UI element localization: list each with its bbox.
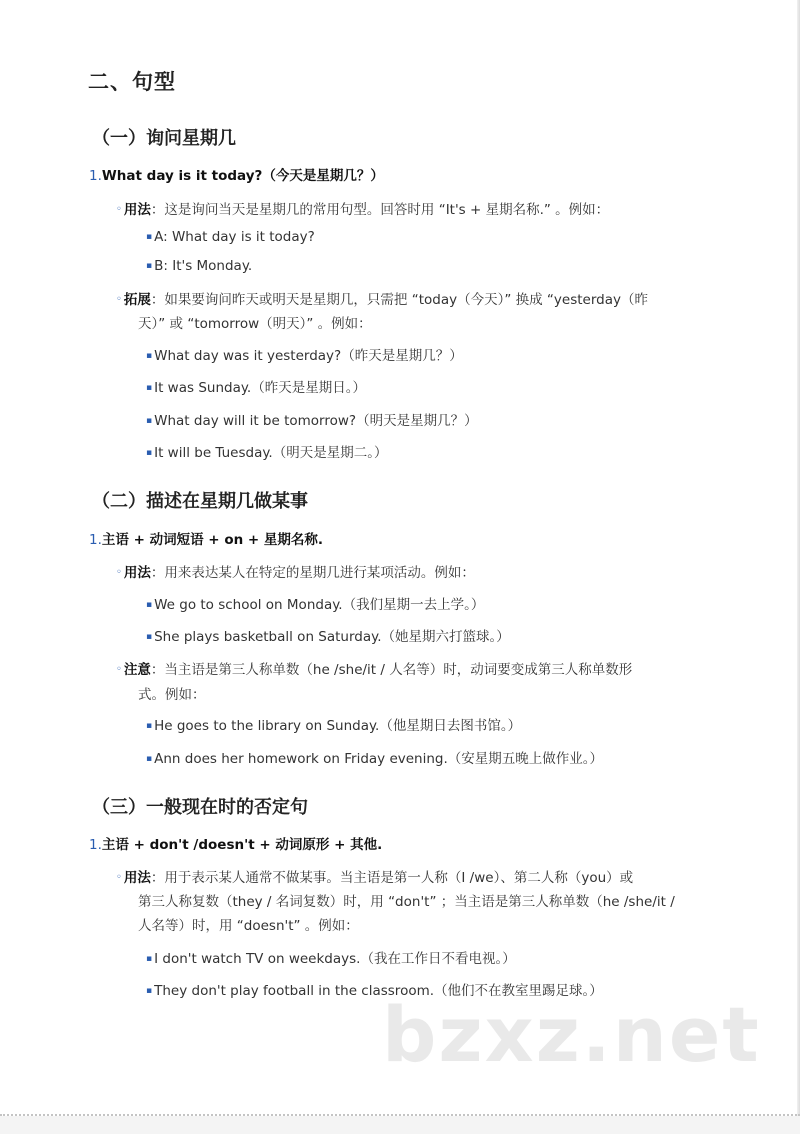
part3-item-number: 1. [89,837,102,853]
example-text: What day will it be tomorrow?（明天是星期几？） [154,413,478,429]
part3-usage-label: 用法 [123,870,151,886]
example-text: He goes to the library on Sunday.（他星期日去图书馆。） [154,718,522,734]
part1-note-example [146,409,478,429]
example-text: Ann does her homework on Friday evening.（安星期五晚上做作业。） [154,751,604,767]
part2-usage-example [146,593,484,613]
part3-usage-example [146,947,516,967]
part3-item-text: 主语 + don't /doesn't + 动词原形 + 其他. [101,837,383,853]
part3-item [89,833,382,853]
example-text: B: It's Monday. [154,258,253,274]
part2-note-line2: 式。例如： [138,687,206,703]
part1-item-number: 1. [89,168,102,184]
circle-bullet-icon: ◦ [116,664,122,675]
part1-usage-text: ：这是询问当天是星期几的常用句型。回答时用 “It's + 星期名称.” 。例如： [150,202,610,218]
part1-item [89,164,384,184]
part2-note-example [146,747,603,767]
part1-note-line2: 天）” 或 “tomorrow（明天）” 。例如： [138,316,372,332]
part1-note [116,288,648,308]
example-text: We go to school on Monday.（我们星期一去上学。） [154,597,485,613]
part2-usage-example [146,625,510,645]
square-bullet-icon: ▪ [146,232,153,242]
part1-note-example [146,344,463,364]
part1-usage-label: 用法 [123,202,151,218]
part2-item-text: 主语 + 动词短语 + on + 星期名称. [101,532,324,548]
circle-bullet-icon: ◦ [116,294,122,305]
example-text: I don't watch TV on weekdays.（我在工作日不看电视。） [154,951,516,967]
square-bullet-icon: ▪ [146,448,153,458]
part2-note-label: 注意 [123,662,151,678]
section-title: 二、句型 [88,70,176,94]
part1-note-example [146,441,387,461]
square-bullet-icon: ▪ [146,261,153,271]
part3-usage-line2: 第三人称复数（they / 名词复数）时，用 “don't” ；当主语是第三人称单数（he /she/it / [138,894,675,910]
part3-heading: （三）一般现在时的否定句 [92,797,308,818]
watermark: bzxz.net [382,990,761,1079]
part2-item [89,528,323,548]
part1-note-label: 拓展 [123,292,151,308]
circle-bullet-icon: ◦ [116,204,122,215]
square-bullet-icon: ▪ [146,383,153,393]
part3-usage-line1: ：用于表示某人通常不做某事。当主语是第一人称（I /we）、第二人称（you）或 [150,870,634,886]
part2-usage-text: ：用来表达某人在特定的星期几进行某项活动。例如： [150,565,475,581]
part1-item-text: What day is it today?（今天是星期几？） [101,168,384,184]
circle-bullet-icon: ◦ [116,872,122,883]
part3-usage [116,866,633,886]
square-bullet-icon: ▪ [146,986,153,996]
part1-usage [116,198,609,218]
example-text: It will be Tuesday.（明天是星期二。） [154,445,388,461]
circle-bullet-icon: ◦ [116,567,122,578]
example-text: They don't play football in the classroom.（他们不在教室里踢足球。） [154,983,603,999]
part2-heading: （二）描述在星期几做某事 [92,491,308,512]
example-text: What day was it yesterday?（昨天是星期几？） [154,348,463,364]
part2-note-example [146,714,521,734]
part2-item-number: 1. [89,532,102,548]
square-bullet-icon: ▪ [146,600,153,610]
square-bullet-icon: ▪ [146,754,153,764]
part2-usage [116,561,475,581]
part2-note-line1: ：当主语是第三人称单数（he /she/it / 人名等）时，动词要变成第三人称单数形 [150,662,633,678]
example-text: She plays basketball on Saturday.（她星期六打篮球。） [154,629,510,645]
part1-note-line1: ：如果要询问昨天或明天是星期几，只需把 “today（今天）” 换成 “yesterday（昨 [150,292,648,308]
page-bottom-strip [0,1116,800,1134]
page-bottom-edge [0,1114,800,1116]
example-text: It was Sunday.（昨天是星期日。） [154,380,366,396]
part2-usage-label: 用法 [123,565,151,581]
square-bullet-icon: ▪ [146,416,153,426]
part3-usage-line3: 人名等）时，用 “doesn't” 。例如： [138,918,359,934]
square-bullet-icon: ▪ [146,351,153,361]
part1-note-example [146,376,366,396]
square-bullet-icon: ▪ [146,632,153,642]
square-bullet-icon: ▪ [146,954,153,964]
part2-note [116,658,632,678]
part1-usage-example [146,229,315,245]
part1-heading: （一）询问星期几 [92,128,236,149]
square-bullet-icon: ▪ [146,721,153,731]
example-text: A: What day is it today? [154,229,315,245]
part1-usage-example [146,258,252,274]
